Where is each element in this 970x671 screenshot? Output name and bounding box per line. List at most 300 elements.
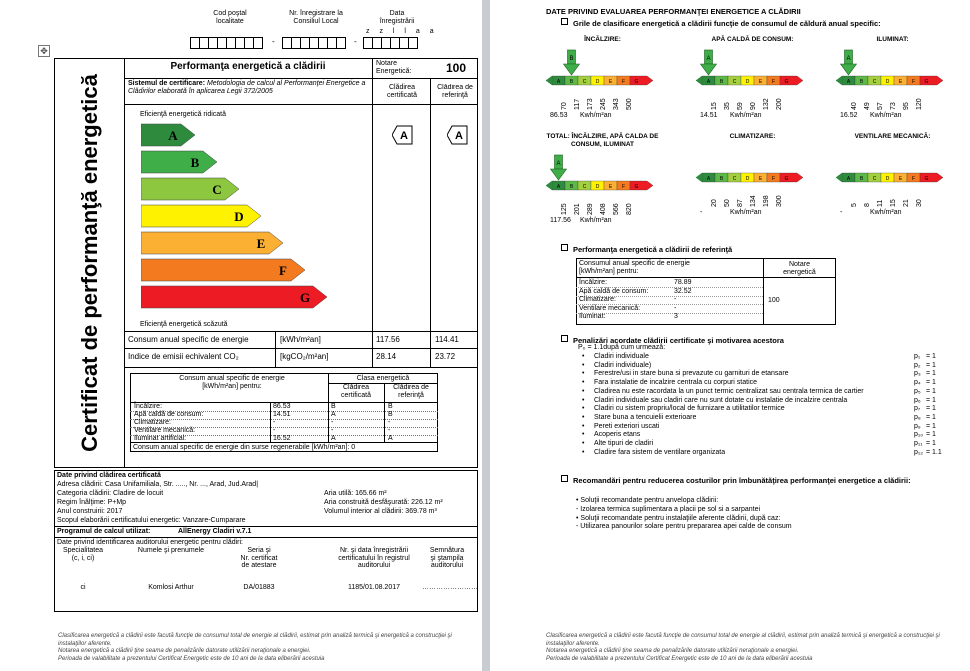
penalty-text: Alte tipuri de cladiri: [594, 440, 654, 447]
volum: Volumul interior al clădirii: 369.78 m³: [324, 508, 437, 515]
penalty-bullet: •: [582, 361, 585, 369]
ref-row-val: -: [674, 304, 677, 312]
penalty-val: = 1: [926, 422, 936, 430]
grid-tick: 200: [776, 98, 783, 110]
divider: [372, 348, 373, 367]
penalty-code: p₁: [914, 353, 921, 360]
grid-unit: Kwh/m²an: [870, 209, 902, 216]
penalty-code: p₄: [914, 379, 921, 387]
penalty-bullet: •: [582, 396, 585, 404]
grid-1: [690, 36, 820, 136]
scale-letter: G: [784, 176, 789, 182]
grid-title: CLIMATIZARE:: [729, 133, 776, 140]
scale-letter: B: [719, 176, 724, 182]
class-letter: A: [168, 128, 178, 143]
scopul: Scopul elaborării certificatului energetic: Vanzare-Cumparare: [57, 517, 246, 524]
class-arrow-d: [141, 205, 261, 227]
penalty-bullet: •: [582, 422, 585, 430]
scale-letter: C: [872, 79, 877, 85]
adresa: Adresa clădirii: Casa Unifamiliala, Str. ....., Nr. ..., Arad, Jud.Arad|: [57, 481, 259, 488]
t2-row-name: Iluminat artificial:: [134, 435, 187, 442]
scale-letter: F: [771, 79, 776, 85]
scale-letter: F: [771, 176, 776, 182]
grid-tick: 73: [890, 102, 897, 110]
grid-tick: 59: [737, 102, 744, 110]
rec-title: [561, 475, 921, 485]
grid-title: ÎNCĂLZIRE:: [584, 36, 621, 43]
divider: [384, 383, 385, 442]
divider: [124, 104, 478, 105]
scale-letter: A: [846, 79, 851, 85]
grid-tick: 117: [574, 98, 581, 110]
auditor-value: ……………………: [422, 584, 478, 591]
right-footer: [546, 633, 946, 663]
ref-row-name: Iluminat:: [579, 313, 606, 320]
nr-inreg-label: Nr. înregistrare la Consiliul Local: [289, 10, 343, 26]
penalty-bullet: •: [582, 379, 585, 387]
t2-row-name: Ventilare mecanică:: [134, 427, 196, 434]
grid-unit: Kwh/m²an: [870, 112, 902, 119]
class-arrow-g: [141, 286, 327, 308]
scale-letter: A: [706, 176, 711, 182]
marker-letter: A: [846, 56, 851, 62]
notare-label: Notare Energetică:: [376, 60, 412, 75]
penalty-val: = 1: [926, 440, 936, 447]
grile-title: Grile de clasificare energetică a clădirii funcţie de consumul de căldură anual specific:: [561, 18, 881, 28]
divider: [130, 419, 438, 420]
nr-inreg-cells[interactable]: [282, 37, 345, 55]
right-footer-1: Clasificarea energetică a clădirii este facută funcţie de consumul total de energie al clădirii, estimat prin analiză termică şi energetică a construcţiei şi instalaţiilor aferente.: [546, 633, 940, 647]
co2-cert: 28.14: [376, 352, 397, 361]
consum-label: Consum anual specific de energie: [128, 335, 249, 344]
grid-tick: 15: [890, 199, 897, 207]
grid-tick: 70: [561, 102, 568, 110]
t2-row-val: 14.51: [273, 411, 291, 418]
t2-row-cert: A: [331, 435, 336, 442]
t2-h2: Clasa energetică: [356, 375, 410, 382]
scale-letter: C: [872, 176, 877, 182]
auditor-header: Specialitatea (c, i, ci): [62, 547, 104, 562]
left-footer-3: Perioada de valabilitate a prezentului Certificat Energetic este de 10 ani de la data eliberării acestuia: [58, 655, 325, 662]
class-letter: F: [279, 263, 287, 278]
scale-letter: A: [706, 79, 711, 85]
grid-value: 14.51: [700, 112, 718, 119]
divider: [124, 78, 478, 79]
class-arrow-b: [141, 151, 217, 173]
penalty-code: p₈: [914, 413, 921, 421]
auditor-value: Komlosi Arthur: [148, 584, 194, 591]
col-cert-label: Clădirea certificată: [387, 84, 417, 100]
sistem-bold: Sistemul de certificare:: [128, 80, 206, 87]
ref-row-name: Apă caldă de consum:: [579, 287, 649, 295]
scale-letter: B: [569, 79, 574, 85]
divider: [328, 383, 438, 384]
page-gap: [482, 0, 490, 671]
scale-letter: E: [898, 79, 903, 85]
t2-row-name: Apă caldă de consum:: [134, 411, 204, 418]
scale-letter: G: [924, 176, 929, 182]
class-letter: E: [256, 236, 266, 251]
scale-letter: D: [595, 79, 600, 85]
grid-tick: 50: [724, 199, 731, 207]
co2-ref: 23.72: [435, 352, 456, 361]
grid-tick: 125: [561, 203, 568, 215]
grid-scale: [830, 48, 950, 88]
penalty-val: = 1: [926, 431, 936, 439]
rec-line: - Utilizarea panourilor solare pentru prepararea apei calde de consum: [576, 523, 792, 531]
divider: [54, 526, 478, 527]
grid-tick: 8: [864, 203, 871, 207]
grid-tick: 20: [711, 199, 718, 207]
grid-tick: 49: [864, 102, 871, 110]
ref-row-name: Încălzire:: [579, 279, 608, 286]
notare-value: 100: [446, 61, 467, 75]
grid-tick: 173: [587, 98, 594, 110]
grid-tick: 289: [587, 203, 594, 215]
grid-scale: [690, 48, 810, 88]
t2-row-val: 86.53: [273, 403, 291, 410]
right-footer-3: Perioada de valabilitate a prezentului Certificat Energetic este de 10 ani de la data eliberării acestuia: [546, 655, 813, 662]
grid-unit: Kwh/m²an: [580, 112, 612, 119]
scale-letter: D: [745, 176, 750, 182]
consum-cert: 117.56: [376, 335, 400, 344]
marker-letter: A: [556, 161, 561, 167]
penalty-bullet: •: [582, 387, 585, 395]
penalty-val: = 1: [926, 353, 936, 360]
class-letter: G: [299, 290, 311, 305]
auditor-header: Nr. şi data înregistrării certificatului în registrul auditorului: [338, 547, 410, 570]
grid-tick: 134: [750, 195, 757, 207]
perf-title: Performanţa energetică a clădirii: [170, 61, 326, 72]
auditor-value: 1185/01.08.2017: [347, 584, 401, 591]
grid-tick: 300: [776, 195, 783, 207]
auditor-header: Numele şi prenumele: [137, 547, 205, 554]
scale-letter: E: [608, 184, 613, 190]
marker-letter: B: [569, 56, 574, 62]
scale-letter: B: [859, 176, 864, 182]
t2-row-ref: -: [388, 427, 391, 434]
grid-scale: [830, 145, 950, 185]
grid-value: -: [700, 209, 703, 216]
penalty-text: Cladirea nu este racordata la un punct termic centralizat sau centrala termica de cartier: [594, 387, 864, 395]
grid-tick: 198: [763, 195, 770, 207]
grid-title: ILUMINAT:: [876, 36, 909, 43]
co2-unit: [kgCO₂/m²an]: [280, 352, 329, 361]
scale-letter: F: [911, 176, 916, 182]
t2-row-cert: -: [331, 427, 334, 434]
penalty-val: = 1: [926, 405, 936, 413]
auditor-header: Semnătura şi ştampila auditorului: [429, 547, 465, 570]
penalty-text: Stare buna a tencuielii exterioare: [594, 413, 697, 421]
scale-letter: C: [582, 184, 587, 190]
cod-postal-cells[interactable]: [190, 37, 262, 55]
ref-notare: 100: [768, 297, 780, 304]
grid-5: [830, 133, 960, 233]
auditor-value: DA/01883: [243, 584, 275, 591]
divider: [124, 348, 478, 349]
grid-tick: 90: [750, 102, 757, 110]
pen-intro: P₀ = 1.1după cum urmează:: [578, 344, 666, 351]
scale-letter: B: [859, 79, 864, 85]
consum-ref: 114.41: [435, 335, 459, 344]
grid-tick: 500: [626, 98, 633, 110]
t2-row-val: -: [273, 419, 276, 426]
grid-tick: 87: [737, 199, 744, 207]
ref-h1: Consumul anual specific de energie [kWh/m²an] pentru:: [579, 260, 690, 276]
zzllaa-label: z z l l a a: [366, 28, 438, 35]
t2-row-cert: -: [331, 419, 334, 426]
t2-row-cert: B: [331, 403, 336, 410]
grid-tick: 132: [763, 98, 770, 110]
divider: [130, 402, 438, 403]
data-inreg-label: Data înregistrării: [379, 10, 415, 26]
grid-tick: 343: [613, 98, 620, 110]
t2-row-cert: A: [331, 411, 336, 418]
left-footer-2: Notarea energetică a clădirii ţine seama de penalizările datorate utilizării neraţionale a energiei.: [58, 648, 311, 654]
penalty-code: p₁₂: [914, 448, 923, 456]
divider: [372, 58, 373, 348]
penalty-text: Cladiri individuale): [594, 361, 652, 369]
scale-letter: F: [911, 79, 916, 85]
class-arrow-f: [141, 259, 305, 281]
penalty-text: Cladiri cu sistem propriu/local de furnizare a utilitatilor termice: [594, 405, 785, 413]
sistem-desc: Metodologia de calcul al Performanţei Energetice a Clădirilor elaborată în aplicarea Legii 372/2005: [128, 80, 366, 96]
grid-tick: 201: [574, 203, 581, 215]
ref-row-val: 78.89: [674, 279, 692, 286]
grid-tick: 566: [613, 203, 620, 215]
grid-scale: [540, 153, 660, 193]
dash: -: [272, 37, 275, 46]
ref-row-val: 32.52: [674, 287, 692, 295]
consum-unit: [kWh/m²an]: [280, 335, 321, 344]
cod-postal-label: Cod poştal localitate: [213, 10, 247, 26]
data-inreg-cells[interactable]: [363, 37, 417, 55]
divider: [124, 331, 478, 332]
rec-line: • Soluţii recomandate pentru anvelopa clădirii:: [576, 497, 719, 504]
penalty-code: p₉: [914, 422, 921, 430]
divider: [54, 537, 478, 538]
marker-letter: A: [706, 56, 711, 62]
grid-unit: Kwh/m²an: [730, 209, 762, 216]
t2-row-name: Încălzire:: [134, 403, 163, 410]
energy-class-arrows: [141, 122, 341, 316]
penalty-val: = 1: [926, 396, 936, 404]
scale-letter: E: [758, 176, 763, 182]
rec-line: - Izolarea termica suplimentara a placii pe sol si a sarpantei: [576, 505, 761, 513]
divider: [124, 367, 478, 368]
t2-row-ref: A: [388, 435, 393, 442]
divider: [430, 78, 431, 368]
grid-value: 16.52: [840, 112, 858, 119]
class-letter: D: [234, 209, 244, 224]
scale-letter: B: [569, 184, 574, 190]
grid-tick: 408: [600, 203, 607, 215]
grid-scale: [540, 48, 660, 88]
penalty-bullet: •: [582, 370, 585, 378]
grid-unit: Kwh/m²an: [580, 217, 612, 224]
cert-class-letter: A: [400, 130, 408, 142]
grid-tick: 11: [877, 199, 884, 207]
penalty-code: p₅: [914, 387, 921, 395]
divider: [275, 331, 276, 367]
scale-letter: D: [745, 79, 750, 85]
grid-value: 86.53: [550, 112, 568, 119]
grid-2: [830, 36, 960, 136]
penalty-text: Cladire fara sistem de ventilare organizata: [594, 448, 726, 456]
scale-letter: A: [556, 184, 561, 190]
grid-tick: 35: [724, 102, 731, 110]
grid-value: -: [840, 209, 843, 216]
penalty-text: Cladiri individuale: [594, 353, 649, 360]
aria-constr: Aria construită desfăşurată: 226.12 m²: [324, 499, 443, 506]
penalty-code: p₃: [914, 370, 921, 378]
ref-class-letter: A: [455, 130, 463, 142]
scale-letter: F: [621, 79, 626, 85]
t2-h2b: Clădirea de referinţă: [393, 384, 429, 399]
sistem-text: [128, 80, 368, 96]
divider: [270, 402, 271, 442]
rec-line: • Soluţii recomandate pentru instalaţiile aferente clădirii, după caz:: [576, 514, 781, 522]
auditor-value: ci: [80, 584, 86, 591]
penalty-code: p₁₁: [914, 440, 923, 447]
penalty-code: p₇: [914, 405, 921, 413]
grid-tick: 21: [903, 199, 910, 207]
scale-letter: C: [732, 176, 737, 182]
ref-row-val: -: [674, 296, 677, 303]
penalty-text: Cladiri individuale sau cladiri care nu sunt dotate cu instalatie de incalzire centrala: [594, 396, 848, 404]
penalty-bullet: •: [582, 431, 585, 439]
class-letter: B: [190, 155, 200, 170]
right-footer-2: Notarea energetică a clădirii ţine seama de penalizările datorate utilizării neraţionale a energiei.: [546, 648, 799, 654]
scale-letter: E: [608, 79, 613, 85]
class-arrow-a: [141, 124, 195, 146]
grid-title: APĂ CALDĂ DE CONSUM:: [711, 36, 794, 43]
penalty-code: p₂: [914, 361, 921, 369]
t2-row-ref: B: [388, 403, 393, 410]
grid-title: TOTAL: ÎNCĂLZIRE, APĂ CALDA DE CONSUM, ILUMINAT: [546, 133, 659, 149]
ref-row-name: Ventilare mecanică:: [579, 304, 641, 312]
penalty-bullet: •: [582, 353, 585, 360]
grid-unit: Kwh/m²an: [730, 112, 762, 119]
scale-letter: E: [898, 176, 903, 182]
t2-row-ref: -: [388, 419, 391, 426]
scale-letter: D: [885, 79, 890, 85]
auditor-header: Seria şi Nr. certificat de atestare: [240, 547, 278, 570]
divider: [130, 442, 438, 443]
eff-high-label: Eficienţă energetică ridicată: [140, 111, 226, 118]
anul: Anul construirii: 2017: [57, 508, 123, 515]
energy-class-scale: [141, 122, 341, 316]
dash: -: [354, 37, 357, 46]
penalty-text: Ferestre/usi in stare buna si prevazute cu garnituri de etansare: [594, 370, 789, 378]
scale-letter: G: [784, 79, 789, 85]
divider: [576, 277, 836, 278]
right-title: DATE PRIVIND EVALUAREA PERFORMANŢEI ENERGETICE A CLĂDIRII: [546, 7, 801, 16]
aria-utila: Aria utilă: 165.66 m²: [324, 490, 387, 497]
cert-class-indicator: [392, 125, 414, 150]
class-letter: C: [212, 182, 222, 197]
scale-letter: A: [846, 176, 851, 182]
scale-letter: A: [556, 79, 561, 85]
t2-h1: Consum anual specific de energie [kWh/m²an] pentru:: [179, 375, 285, 391]
grid-scale: [690, 145, 810, 185]
penalty-val: = 1.1: [926, 448, 942, 456]
penalty-code: p₁₀: [914, 431, 924, 439]
penalty-val: = 1: [926, 370, 936, 378]
penalty-text: Pereti exteriori uscati: [594, 422, 660, 430]
penalty-text: Fara instalatie de incalzire centrala cu corpuri statice: [594, 379, 758, 387]
vertical-title: Certificat de performanţă energetică: [77, 74, 102, 452]
penalty-code: p₆: [914, 396, 921, 404]
penalty-text: Acoperis etans: [594, 431, 641, 439]
scale-letter: G: [924, 79, 929, 85]
ref-h2: Notare energetică: [783, 261, 816, 277]
grid-tick: 95: [903, 102, 910, 110]
grid-tick: 57: [877, 102, 884, 110]
grid-tick: 120: [916, 98, 923, 110]
penalty-val: = 1: [926, 413, 936, 421]
program-label: Programul de calcul utilizat:: [57, 528, 151, 535]
penalty-val: = 1: [926, 379, 936, 387]
t2-row-val: -: [273, 427, 276, 434]
penalty-val: = 1: [926, 387, 936, 395]
grid-tick: 5: [851, 203, 858, 207]
scale-letter: E: [758, 79, 763, 85]
grid-tick: 15: [711, 102, 718, 110]
regim: Regim înălţime: P+Mp: [57, 499, 127, 506]
scale-letter: G: [634, 79, 639, 85]
penalty-val: = 1: [926, 361, 936, 369]
t2-row-val: 16.52: [273, 435, 291, 442]
grid-4: [690, 133, 820, 233]
eff-low-label: Eficienţă energetică scăzută: [140, 321, 228, 328]
grid-tick: 820: [626, 203, 633, 215]
penalty-bullet: •: [582, 448, 585, 456]
grid-value: 117.56: [550, 217, 571, 224]
scale-letter: D: [595, 184, 600, 190]
grid-tick: 245: [600, 98, 607, 110]
t2-row-ref: B: [388, 411, 393, 418]
grid-title: VENTILARE MECANICĂ:: [854, 133, 931, 140]
ref-row-val: 3: [674, 313, 678, 320]
grid-tick: 40: [851, 102, 858, 110]
move-handle-icon[interactable]: ✥: [38, 45, 50, 57]
scale-letter: C: [732, 79, 737, 85]
left-footer: [58, 633, 478, 663]
scale-letter: G: [634, 184, 639, 190]
penalty-bullet: •: [582, 413, 585, 421]
scale-letter: B: [719, 79, 724, 85]
col-ref-label: Clădirea de referinţă: [437, 84, 473, 100]
auditor-title: Date privind identificarea auditorului energetic pentru clădiri:: [57, 539, 243, 546]
categoria: Categoria clădirii: Cladire de locuit: [57, 490, 164, 497]
scale-letter: D: [885, 176, 890, 182]
t2-row-name: Climatizare:: [134, 419, 171, 426]
t2-regen: Consum anual specific de energie din surse regenerabile [kWh/m²an]: 0: [133, 444, 356, 451]
rec-lines: [576, 497, 792, 532]
ref-class-indicator: [447, 125, 469, 150]
ref-title: Performanţa energetică a clădirii de referinţă: [561, 244, 732, 254]
grid-tick: 30: [916, 199, 923, 207]
ref-row-name: Climatizare:: [579, 296, 616, 303]
pen-title: Penalizări acordate clădirii certificate şi motivarea acestora: [561, 335, 784, 345]
penalty-bullet: •: [582, 405, 585, 413]
co2-label: Indice de emisii echivalent CO₂: [128, 352, 239, 361]
rec-title-text: Recomandări pentru reducerea costurilor prin îmbunătăţirea performanţei energetice a clădirii:: [561, 476, 911, 485]
penalty-bullet: •: [582, 440, 585, 447]
scale-letter: C: [582, 79, 587, 85]
scale-letter: F: [621, 184, 626, 190]
